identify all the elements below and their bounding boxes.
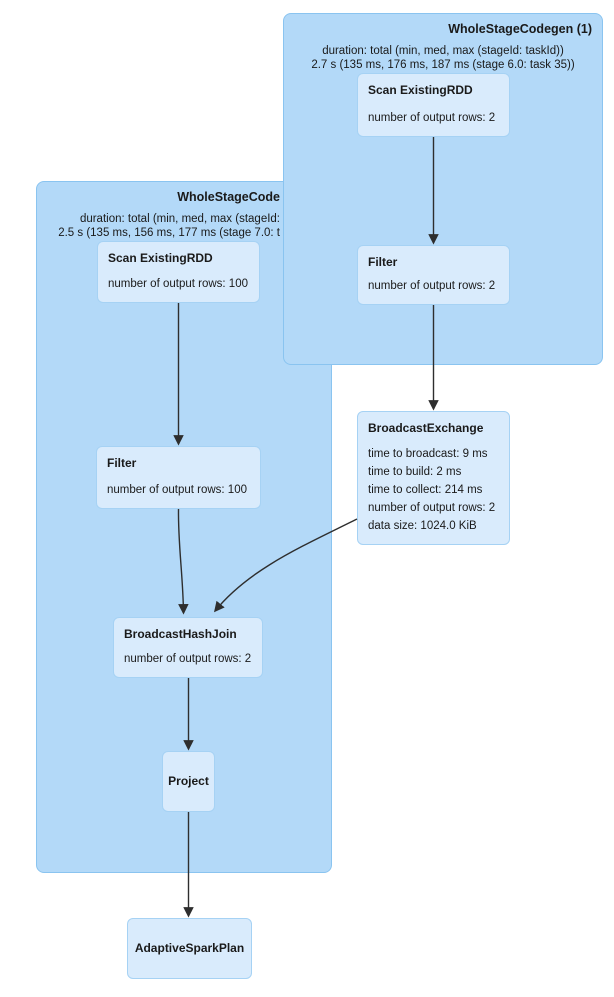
metric-time-to-build: time to build: 2 ms [368, 466, 462, 478]
cluster-duration [284, 44, 602, 72]
metric-output-rows: number of output rows: 2 [368, 112, 496, 124]
duration-line-2: 2.7 s (135 ms, 176 ms, 187 ms (stage 6.0: task 35)) [311, 59, 575, 71]
node-metrics [368, 278, 499, 295]
metric-output-rows: number of output rows: 2 [368, 502, 496, 514]
node-title: Scan ExistingRDD [368, 83, 473, 97]
metric-output-rows: number of output rows: 2 [368, 280, 496, 292]
metric-output-rows: number of output rows: 100 [108, 278, 248, 290]
metric-data-size: data size: 1024.0 KiB [368, 520, 477, 532]
node-metrics [124, 651, 252, 668]
node-scan-existingrdd-1[interactable] [357, 73, 510, 137]
cluster-title: WholeStageCode [177, 190, 280, 204]
node-scan-existingrdd-2[interactable] [97, 241, 260, 303]
metric-time-to-broadcast: time to broadcast: 9 ms [368, 448, 488, 460]
node-title: BroadcastHashJoin [124, 627, 237, 641]
node-metrics [368, 445, 499, 535]
node-title: AdaptiveSparkPlan [134, 941, 245, 955]
node-title: Project [168, 774, 209, 788]
node-title: Filter [368, 255, 398, 269]
node-metrics [108, 276, 249, 293]
node-filter-1[interactable] [357, 245, 510, 305]
node-broadcasthashjoin[interactable] [113, 617, 263, 678]
node-project[interactable] [162, 751, 215, 812]
node-title: Scan ExistingRDD [108, 251, 213, 265]
cluster-title: WholeStageCodegen (1) [448, 22, 592, 36]
metric-time-to-collect: time to collect: 214 ms [368, 484, 483, 496]
cluster-wholestagecodegen-1[interactable] [283, 13, 603, 365]
node-title: Filter [107, 456, 137, 470]
duration-line-1: duration: total (min, med, max (stageId: taskId)) [322, 45, 564, 57]
node-title: BroadcastExchange [368, 421, 484, 435]
node-metrics [368, 110, 499, 127]
cluster-duration [37, 212, 280, 240]
duration-line-2: 2.5 s (135 ms, 156 ms, 177 ms (stage 7.0: t [58, 227, 280, 239]
metric-output-rows: number of output rows: 100 [107, 484, 247, 496]
node-filter-2[interactable] [96, 446, 261, 509]
duration-line-1: duration: total (min, med, max (stageId: [79, 213, 280, 225]
cluster-header [284, 22, 602, 72]
node-adaptivesparkplan[interactable] [127, 918, 252, 979]
node-metrics [107, 482, 250, 499]
cluster-header [37, 190, 280, 240]
metric-output-rows: number of output rows: 2 [124, 653, 252, 665]
node-broadcastexchange[interactable] [357, 411, 510, 545]
